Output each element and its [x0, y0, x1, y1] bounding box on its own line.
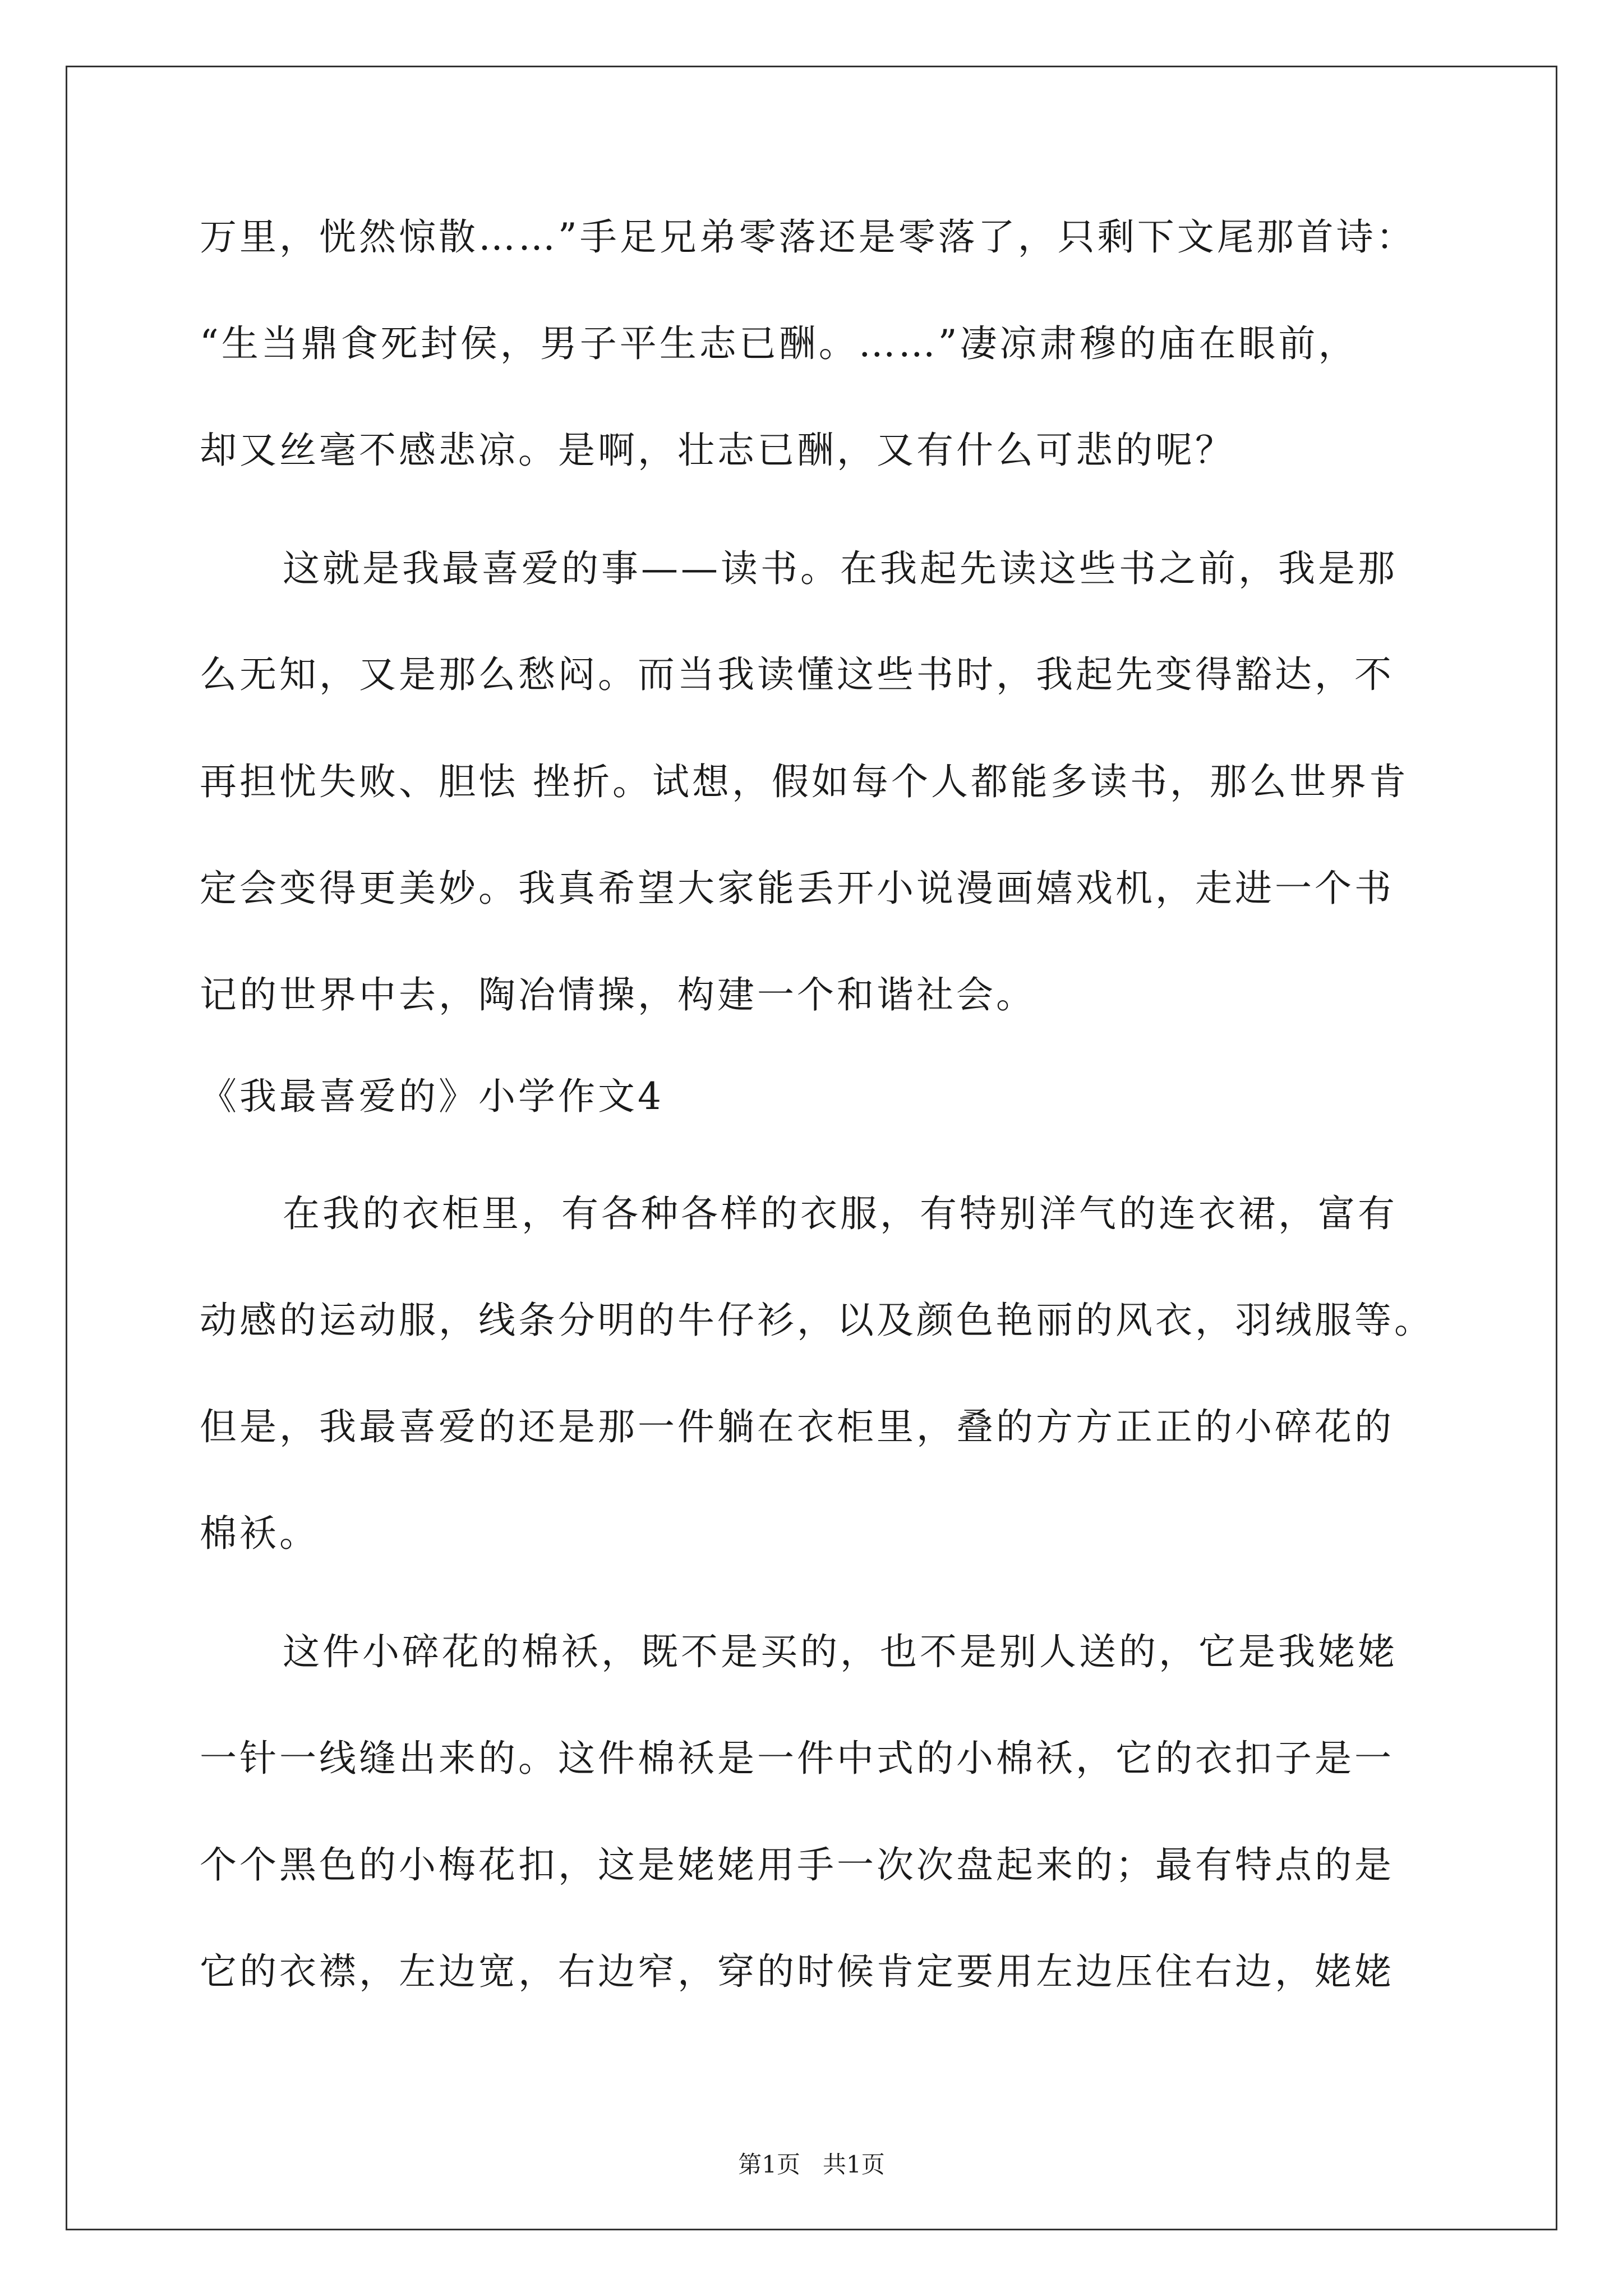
- text-line: 一针一线缝出来的。这件棉袄是一件中式的小棉袄，它的衣扣子是一: [200, 1737, 1394, 1780]
- text-line: 动感的运动服，线条分明的牛仔衫，以及颜色艳丽的风衣，羽绒服等。: [200, 1299, 1434, 1342]
- section-heading: 《我最喜爱的》小学作文4: [200, 1075, 664, 1118]
- text-line: 定会变得更美妙。我真希望大家能丢开小说漫画嬉戏机，走进一个书: [200, 867, 1394, 910]
- paragraph-first-line: 在我的衣柜里，有各种各样的衣服，有特别洋气的连衣裙，富有: [283, 1192, 1398, 1235]
- text-line: 万里，恍然惊散……”手足兄弟零落还是零落了，只剩下文尾那首诗：: [200, 215, 1416, 259]
- text-line: 么无知，又是那么愁闷。而当我读懂这些书时，我起先变得豁达，不: [200, 653, 1394, 696]
- text-line: 它的衣襟，左边宽，右边窄，穿的时候肯定要用左边压住右边，姥姥: [200, 1950, 1394, 1993]
- text-line: 记的世界中去，陶冶情操，构建一个和谐社会。: [200, 973, 1036, 1016]
- text-line: 但是，我最喜爱的还是那一件躺在衣柜里，叠的方方正正的小碎花的: [200, 1405, 1394, 1448]
- paragraph-first-line: 这件小碎花的棉袄，既不是买的，也不是别人送的，它是我姥姥: [283, 1630, 1398, 1673]
- text-line: 再担忧失败、胆怯 挫折。试想，假如每个人都能多读书，那么世界肯: [200, 760, 1409, 803]
- text-line: 却又丝毫不感悲凉。是啊，壮志已酬，又有什么可悲的呢？: [200, 429, 1235, 472]
- text-line: 个个黑色的小梅花扣，这是姥姥用手一次次盘起来的；最有特点的是: [200, 1843, 1394, 1887]
- text-line: 棉袄。: [200, 1512, 319, 1555]
- text-line: “生当鼎食死封侯，男子平生志已酬。……”凄凉肃穆的庙在眼前，: [200, 322, 1358, 365]
- paragraph-first-line: 这就是我最喜爱的事——读书。在我起先读这些书之前，我是那: [283, 547, 1398, 590]
- page-footer: 第1页 共1页: [738, 2151, 885, 2178]
